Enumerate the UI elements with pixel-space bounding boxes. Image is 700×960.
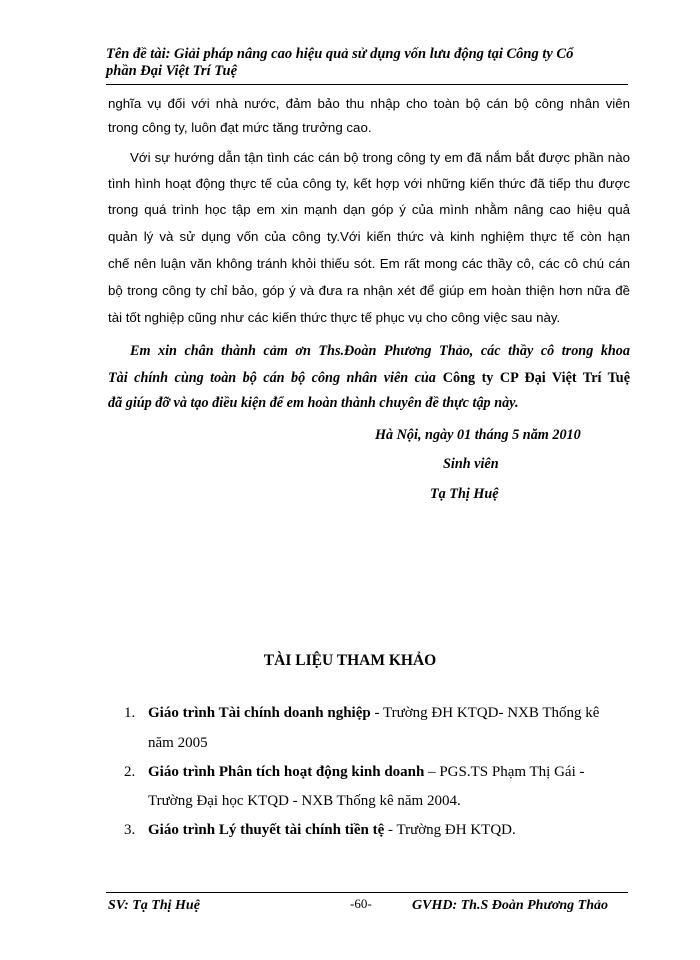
body-line: bộ trong công ty chỉ bảo, góp ý và đưa ra nhận xét để giúp em hoàn thiện hơn nữa đề xyxy=(108,283,630,298)
thanks-line-3: đã giúp đỡ và tạo điều kiện để em hoàn thành chuyên đề thực tập này. xyxy=(108,395,519,411)
signature-date: Hà Nội, ngày 01 tháng 5 năm 2010 xyxy=(375,427,581,443)
reference-item xyxy=(148,705,599,722)
reference-continuation: Trường Đại học KTQD - NXB Thống kê năm 2004. xyxy=(148,793,461,809)
reference-item xyxy=(148,764,585,781)
reference-item xyxy=(148,822,516,839)
company-name: Công ty CP Đại Việt Trí Tuệ xyxy=(442,370,630,386)
running-header xyxy=(106,46,626,80)
footer-divider xyxy=(106,892,628,893)
signature-name: Tạ Thị Huệ xyxy=(430,486,499,502)
body-line: tình hình hoạt động thực tế của công ty, kết hợp với những kiến thức đã tiếp thu được xyxy=(108,176,630,191)
body-line: chế nên luận văn không tránh khỏi thiếu sót. Em rất mong các thầy cô, các cô chú cán xyxy=(108,256,630,271)
page-number: -60- xyxy=(350,896,372,911)
references-title: TÀI LIỆU THAM KHẢO xyxy=(263,652,437,669)
body-line: trong quá trình học tập em xin mạnh dạn góp ý của mình nhằm nâng cao hiệu quả xyxy=(108,202,630,217)
reference-title: Giáo trình Tài chính doanh nghiệp xyxy=(148,705,371,721)
header-title-line-2: phần Đại Việt Trí Tuệ xyxy=(106,63,238,79)
footer-student: SV: Tạ Thị Huệ xyxy=(108,898,200,913)
body-line: Với sự hướng dẫn tận tình các cán bộ trong công ty em đã nắm bắt được phần nào xyxy=(130,150,630,165)
reference-continuation: năm 2005 xyxy=(148,735,208,751)
signature-role: Sinh viên xyxy=(443,456,499,472)
reference-detail: - Trường ĐH KTQD- NXB Thống kê xyxy=(370,705,600,721)
body-line: trong công ty, luôn đạt mức tăng trưởng cao. xyxy=(108,120,372,135)
body-line: nghĩa vụ đối với nhà nước, đảm bảo thu nhập cho toàn bộ cán bộ công nhân viên xyxy=(108,96,630,111)
reference-detail: - Trường ĐH KTQD. xyxy=(384,822,516,838)
reference-number: 1. xyxy=(124,705,136,721)
thanks-line-1: Em xin chân thành cảm ơn Ths.Đoàn Phương Thảo, các thầy cô trong khoa xyxy=(130,343,630,359)
body-line: quản lý và sử dụng vốn của công ty.Với kiến thức và kinh nghiệm thực tế còn hạn xyxy=(108,229,630,244)
reference-title: Giáo trình Lý thuyết tài chính tiền tệ xyxy=(148,822,385,838)
header-divider xyxy=(106,84,628,85)
body-line: tài tốt nghiệp cũng như các kiến thức thực tế phục vụ cho công việc sau này. xyxy=(108,310,561,325)
reference-number: 3. xyxy=(124,822,136,838)
reference-title: Giáo trình Phân tích hoạt động kinh doanh xyxy=(148,764,425,780)
footer-advisor: GVHD: Th.S Đoàn Phương Thảo xyxy=(412,898,608,913)
reference-detail: – PGS.TS Phạm Thị Gái - xyxy=(424,764,585,780)
thanks-line-2 xyxy=(108,369,630,387)
thanks-line-2-text: Tài chính cùng toàn bộ cán bộ công nhân viên của xyxy=(108,370,436,386)
reference-number: 2. xyxy=(124,764,136,780)
header-title-line-1: Tên đề tài: Giải pháp nâng cao hiệu quả sử dụng vốn lưu động tại Công ty Cổ xyxy=(106,46,574,62)
